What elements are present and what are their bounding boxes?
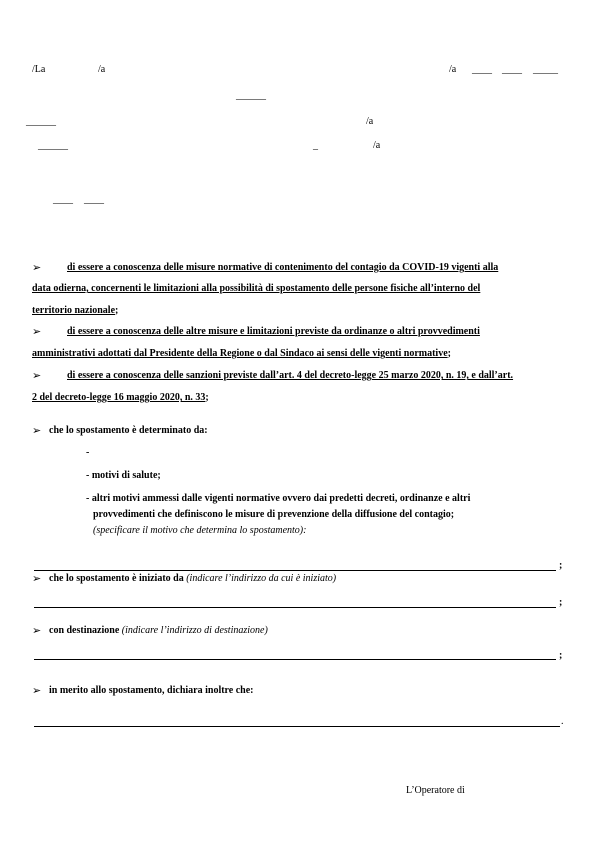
arrow-bullet-icon: ➢ (32, 625, 42, 637)
declaration-2-end: ; (447, 348, 451, 359)
la-label: /La (32, 64, 46, 75)
motive-label: che lo spostamento è determinato da: (49, 425, 208, 436)
further-label: in merito allo spostamento, dichiara inoltre che: (49, 685, 254, 696)
blank-field-2: ______ (26, 116, 56, 127)
blank-field-5: ____ (84, 194, 104, 205)
start-label-row (49, 573, 336, 585)
arrow-bullet-icon: ➢ (32, 326, 42, 338)
declaration-3-end: ; (205, 392, 209, 403)
declaration-1-line-2: data odierna, concernenti le limitazioni alla possibilità di spostamento delle persone fisiche all’interno del (32, 283, 481, 294)
declaration-1-line-1: di essere a conoscenza delle misure normative di contenimento del contagio da COVID-19 vigenti alla (67, 262, 499, 273)
start-input-line[interactable] (34, 607, 556, 608)
date-year-blank: _____ (533, 64, 558, 75)
arrow-bullet-icon: ➢ (32, 370, 42, 382)
arrow-bullet-icon: ➢ (32, 685, 42, 697)
declaration-2-line-2 (32, 348, 451, 360)
further-end: . (561, 716, 564, 727)
destination-hint: (indicare l’indirizzo di destinazione) (121, 625, 268, 636)
declaration-3-line-1: di essere a conoscenza delle sanzioni previste dall’art. 4 del decreto-legge 25 marzo 2020, n. 19, e dall’art. (67, 370, 514, 381)
a-label-3: /a (366, 116, 374, 127)
declaration-1-end: ; (115, 305, 119, 316)
motive-end: ; (559, 560, 563, 571)
motive-other-line-1: - altri motivi ammessi dalle vigenti normative ovvero dai predetti decreti, ordinanze e altri (86, 493, 471, 504)
start-hint: (indicare l’indirizzo da cui è iniziato) (186, 573, 337, 584)
start-end: ; (559, 597, 563, 608)
declaration-3-text: 2 del decreto-legge 16 maggio 2020, n. 33 (32, 392, 206, 403)
date-month-blank: ____ (502, 64, 522, 75)
motive-dash: - (86, 447, 90, 458)
a-label-1: /a (98, 64, 106, 75)
destination-label: con destinazione (49, 625, 120, 636)
further-input-line[interactable] (34, 726, 560, 727)
declaration-1-line-3 (32, 305, 118, 317)
motive-input-line[interactable] (34, 570, 556, 571)
date-day-blank: ____ (472, 64, 492, 75)
arrow-bullet-icon: ➢ (32, 425, 42, 437)
declaration-2-text: amministrativi adottati dal Presidente della Regione o dal Sindaco ai sensi delle vigenti normative (32, 348, 448, 359)
destination-end: ; (559, 650, 563, 661)
motive-other-line-2: provvedimenti che definiscono le misure di prevenzione della diffusione del contagio; (93, 509, 455, 520)
a-label-2: /a (449, 64, 457, 75)
arrow-bullet-icon: ➢ (32, 573, 42, 585)
start-label: che lo spostamento è iniziato da (49, 573, 184, 584)
destination-label-row (49, 625, 268, 637)
operator-signature-label: L’Operatore di (406, 785, 465, 796)
declaration-3-line-2 (32, 392, 209, 404)
blank-field-1: ______ (236, 90, 266, 101)
declaration-2-line-1: di essere a conoscenza delle altre misure e limitazioni previste da ordinanze o altri provvedimenti (67, 326, 480, 337)
a-label-4: /a (373, 140, 381, 151)
destination-input-line[interactable] (34, 659, 556, 660)
arrow-bullet-icon: ➢ (32, 262, 42, 274)
underscore-mark: _ (313, 140, 318, 151)
blank-field-4: ____ (53, 194, 73, 205)
motive-health: - motivi di salute; (86, 470, 161, 481)
declaration-1-text: territorio nazionale (32, 305, 116, 316)
motive-hint: (specificare il motivo che determina lo spostamento): (93, 525, 307, 536)
blank-field-3: ______ (38, 140, 68, 151)
